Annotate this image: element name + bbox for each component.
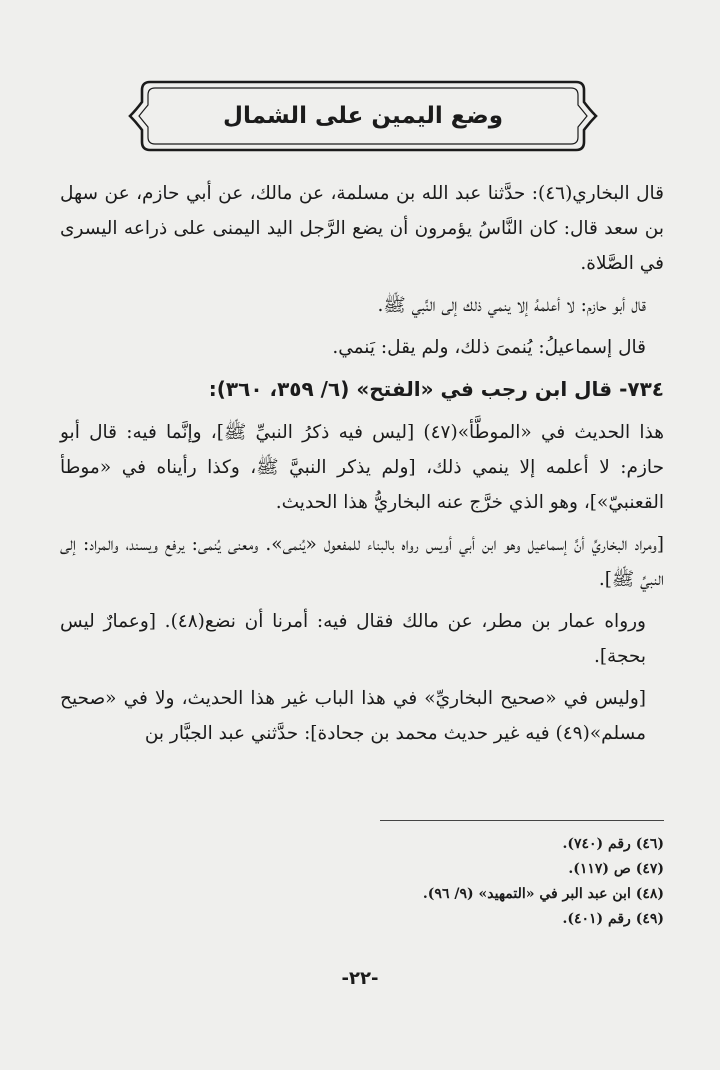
footnote-46: (٤٦) رقم (٧٤٠). (562, 836, 664, 852)
paragraph-hadith: قال البخاري(٤٦): حدَّثنا عبد الله بن مسلمة، عن مالك، عن أبي حازم، عن سهل بن سعد قال: كان النَّاسُ يؤمرون أن يضع الرَّجل اليد اليمنى على ذراعه اليسرى في الصَّلاة. (60, 183, 665, 274)
chapter-title: وضع اليمين على الشمال (223, 103, 503, 129)
footnote-divider (380, 820, 664, 821)
paragraph-ismail: قال إسماعيلُ: يُنمىَ ذلك، ولم يقل: يَنمي. (332, 337, 646, 358)
paragraph-meaning: [ومراد البخاريِّ أنَّ إسماعيل وهو ابن أبي أويس رواه بالبناء للمفعول «يُنمى». ومعنى يُنمى: يرفع ويسند، والمراد: إلى النبيِّ ﷺ]. (60, 534, 664, 590)
page-number: -٢٢- (341, 968, 379, 989)
footnote-48: (٤٨) ابن عبد البر في «التمهيد» (٩/ ٩٦). (422, 886, 664, 902)
footnotes (60, 832, 664, 932)
footnote-49: (٤٩) رقم (٤٠١). (562, 911, 664, 927)
footnote-47: (٤٧) ص (١١٧). (568, 861, 664, 877)
paragraph-muwatta: هذا الحديث في «الموطَّأ»(٤٧) [ليس فيه ذكرُ النبيِّ ﷺ]، وإنَّما فيه: قال أبو حازم: لا أعلمه إلا ينمي ذلك، [ولم يذكر النبيَّ ﷺ، وكذا رأيناه في «موطأ القعنبيّ»]، وهو الذي خرَّج عنه البخاريُّ هذا الحديث. (60, 422, 664, 513)
main-text (60, 176, 664, 758)
title-frame (128, 72, 598, 160)
paragraph-ammar: ورواه عمار بن مطر، عن مالك فقال فيه: أمرنا أن نضع(٤٨). [وعمارٌ ليس بحجة]. (60, 611, 646, 667)
section-heading: ٧٣٤- قال ابن رجب في «الفتح» (٦/ ٣٥٩، ٣٦٠): (208, 377, 664, 401)
paragraph-abu-hazim: قال أبو حازم: لا أعلمهُ إلا ينمي ذلك إلى النَّبي ﷺ. (377, 295, 646, 316)
paragraph-sahih: [وليس في «صحيح البخاريِّ» في هذا الباب غير هذا الحديث، ولا في «صحيح مسلم»(٤٩) فيه غير حديث محمد بن جحادة]: حدَّثني عبد الجبَّار بن (60, 688, 646, 744)
